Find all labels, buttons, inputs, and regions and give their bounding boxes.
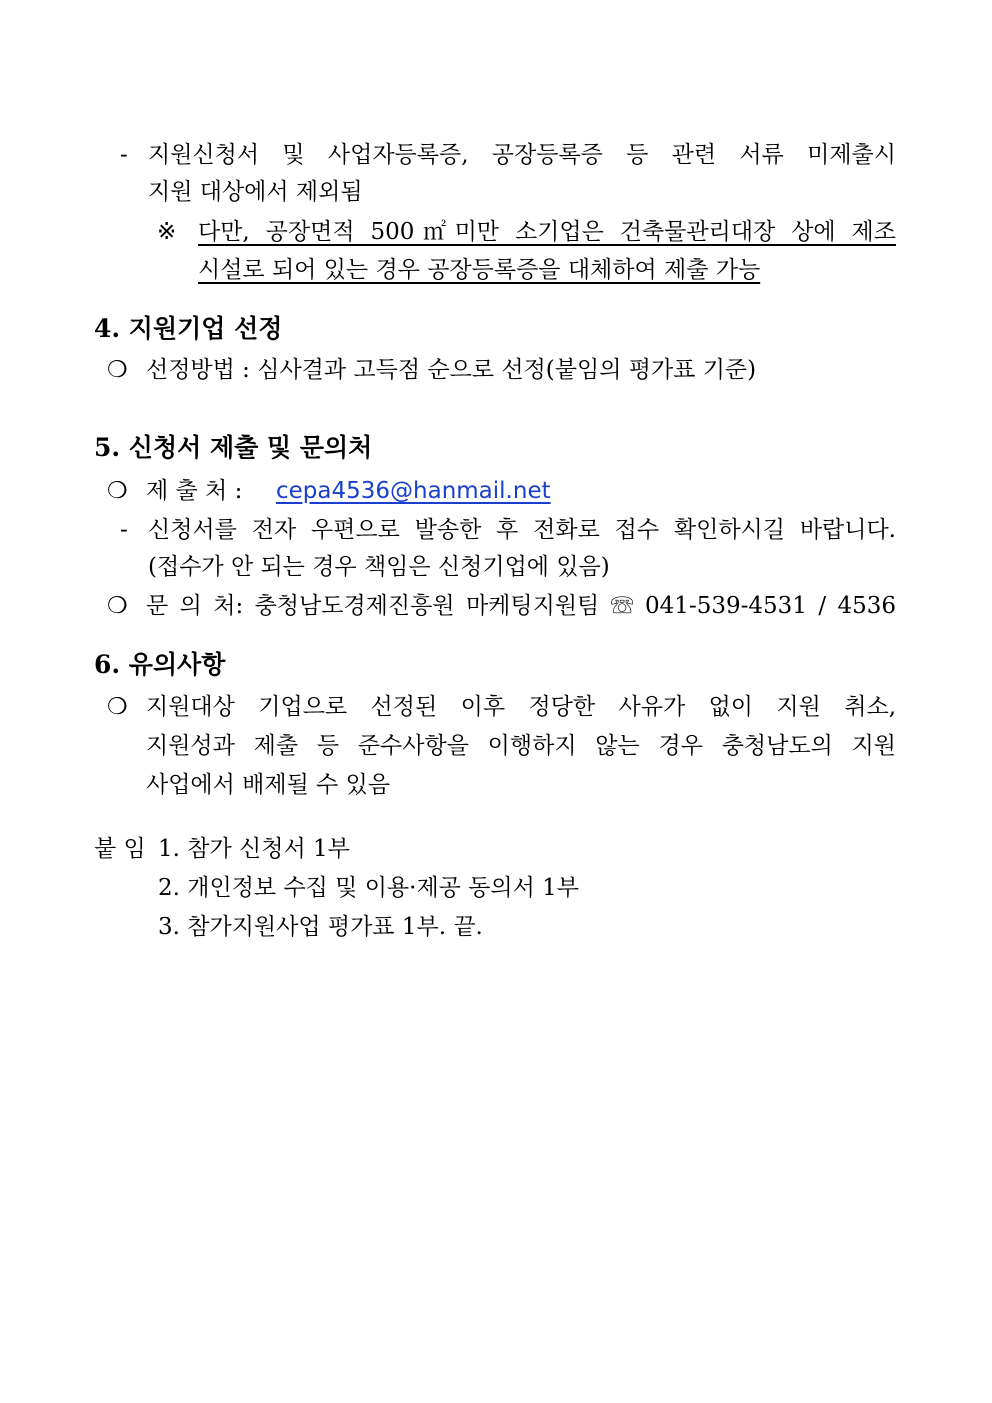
- dash-marker: -: [120, 517, 128, 543]
- attachment-item-1: 1. 참가 신청서 1부: [158, 836, 350, 862]
- circle-bullet-icon: ❍: [107, 593, 128, 619]
- reference-mark-icon: ※: [157, 219, 177, 245]
- caution-line-3: 사업에서 배제될 수 있음: [146, 772, 391, 798]
- caution-line-2: 지원성과 제출 등 준수사항을 이행하지 않는 경우 충청남도의 지원: [146, 733, 896, 759]
- attachment-item-2: 2. 개인정보 수집 및 이용·제공 동의서 1부: [158, 875, 580, 901]
- exception-note-line-2: 시설로 되어 있는 경우 공장등록증을 대체하여 제출 가능: [198, 257, 761, 283]
- required-docs-line-1: 지원신청서 및 사업자등록증, 공장등록증 등 관련 서류 미제출시: [148, 142, 896, 168]
- circle-bullet-icon: ❍: [107, 478, 128, 504]
- required-docs-line-2: 지원 대상에서 제외됨: [148, 179, 363, 205]
- contact-info-text: 문 의 처: 충청남도경제진흥원 마케팅지원팀 ☏ 041-539-4531 / 4536: [146, 593, 896, 619]
- submission-note-line-1: 신청서를 전자 우편으로 발송한 후 전화로 접수 확인하시길 바랍니다.: [148, 517, 896, 543]
- submission-note-line-2: (접수가 안 되는 경우 책임은 신청기업에 있음): [148, 554, 610, 580]
- submit-email-link[interactable]: cepa4536@hanmail.net: [276, 478, 551, 504]
- section-5-heading: 5. 신청서 제출 및 문의처: [94, 433, 373, 462]
- selection-method-text: 선정방법 : 심사결과 고득점 순으로 선정(붙임의 평가표 기준): [146, 357, 757, 383]
- attachment-item-3: 3. 참가지원사업 평가표 1부. 끝.: [158, 914, 483, 940]
- caution-line-1: 지원대상 기업으로 선정된 이후 정당한 사유가 없이 지원 취소,: [146, 694, 896, 720]
- section-6-heading: 6. 유의사항: [94, 650, 226, 679]
- attachment-label: 붙 임: [94, 836, 146, 862]
- circle-bullet-icon: ❍: [107, 694, 128, 720]
- circle-bullet-icon: ❍: [107, 357, 128, 383]
- section-4-heading: 4. 지원기업 선정: [94, 314, 283, 343]
- dash-marker: -: [120, 142, 128, 168]
- submit-to-label: 제 출 처 :: [146, 478, 243, 504]
- exception-note-line-1: 다만, 공장면적 500㎡미만 소기업은 건축물관리대장 상에 제조: [198, 219, 896, 245]
